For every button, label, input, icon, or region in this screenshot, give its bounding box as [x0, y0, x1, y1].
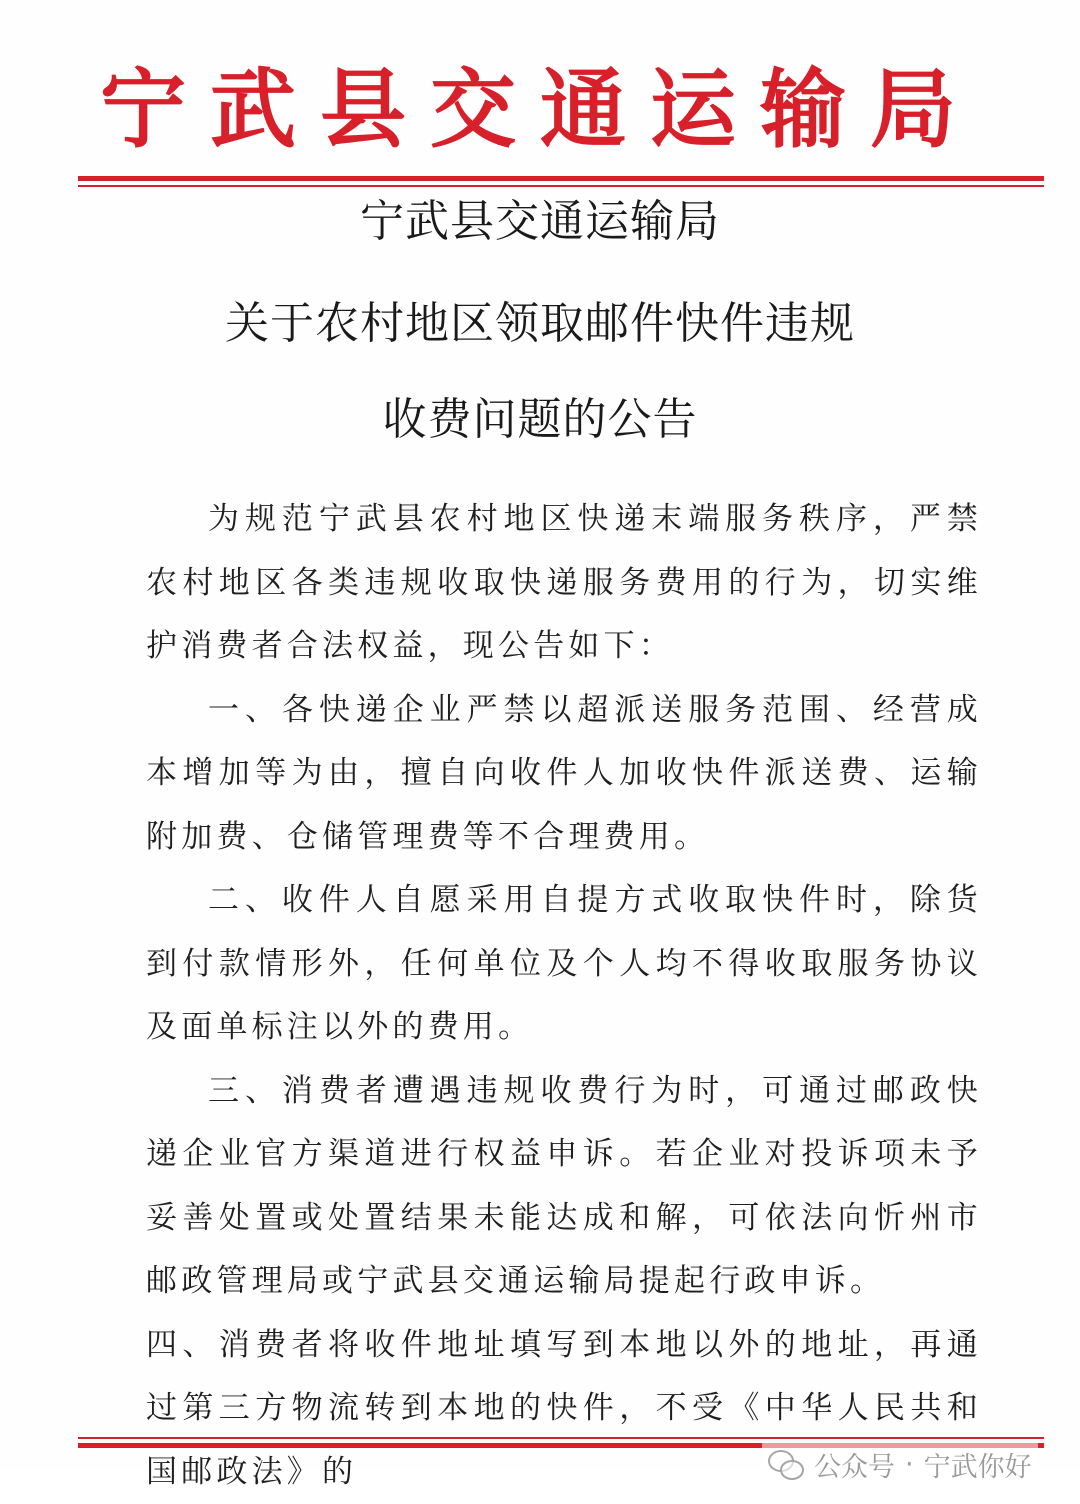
watermark-separator: · [905, 1449, 914, 1480]
wechat-watermark [762, 1440, 1038, 1488]
red-masthead: 宁武县交通运输局 [0, 60, 1080, 160]
title-line-3: 收费问题的公告 [0, 392, 1080, 448]
masthead-rule-thick [78, 176, 1044, 181]
watermark-account: 宁武你好 [924, 1445, 1032, 1484]
paragraph-item-3: 三、消费者遭遇违规收费行为时，可通过邮政快递企业官方渠道进行权益申诉。若企业对投诉项未予妥善处置或处置结果未能达成和解，可依法向忻州市邮政管理局或宁武县交通运输局提起行政申诉。 [146, 1060, 982, 1314]
masthead-rule-thin [78, 185, 1044, 187]
footer-rule-thin [78, 1437, 1044, 1439]
paragraph-intro: 为规范宁武县农村地区快递末端服务秩序，严禁农村地区各类违规收取快递服务费用的行为，切实维护消费者合法权益，现公告如下： [146, 488, 982, 679]
watermark-label: 公众号 [814, 1445, 895, 1484]
paragraph-item-2: 二、收件人自愿采用自提方式收取快件时，除货到付款情形外，任何单位及个人均不得收取服务协议及面单标注以外的费用。 [146, 869, 982, 1060]
title-line-2: 关于农村地区领取邮件快件违规 [0, 296, 1080, 352]
paragraph-item-4: 四、消费者将收件地址填写到本地以外的地址，再通过第三方物流转到本地的快件，不受《中华人民共和国邮政法》的 [146, 1314, 982, 1504]
title-line-1: 宁武县交通运输局 [0, 194, 1080, 250]
announcement-body [146, 488, 982, 1504]
paragraph-item-1: 一、各快递企业严禁以超派送服务范围、经营成本增加等为由，擅自向收件人加收快件派送费、运输附加费、仓储管理费等不合理费用。 [146, 679, 982, 870]
wechat-icon [768, 1448, 804, 1480]
